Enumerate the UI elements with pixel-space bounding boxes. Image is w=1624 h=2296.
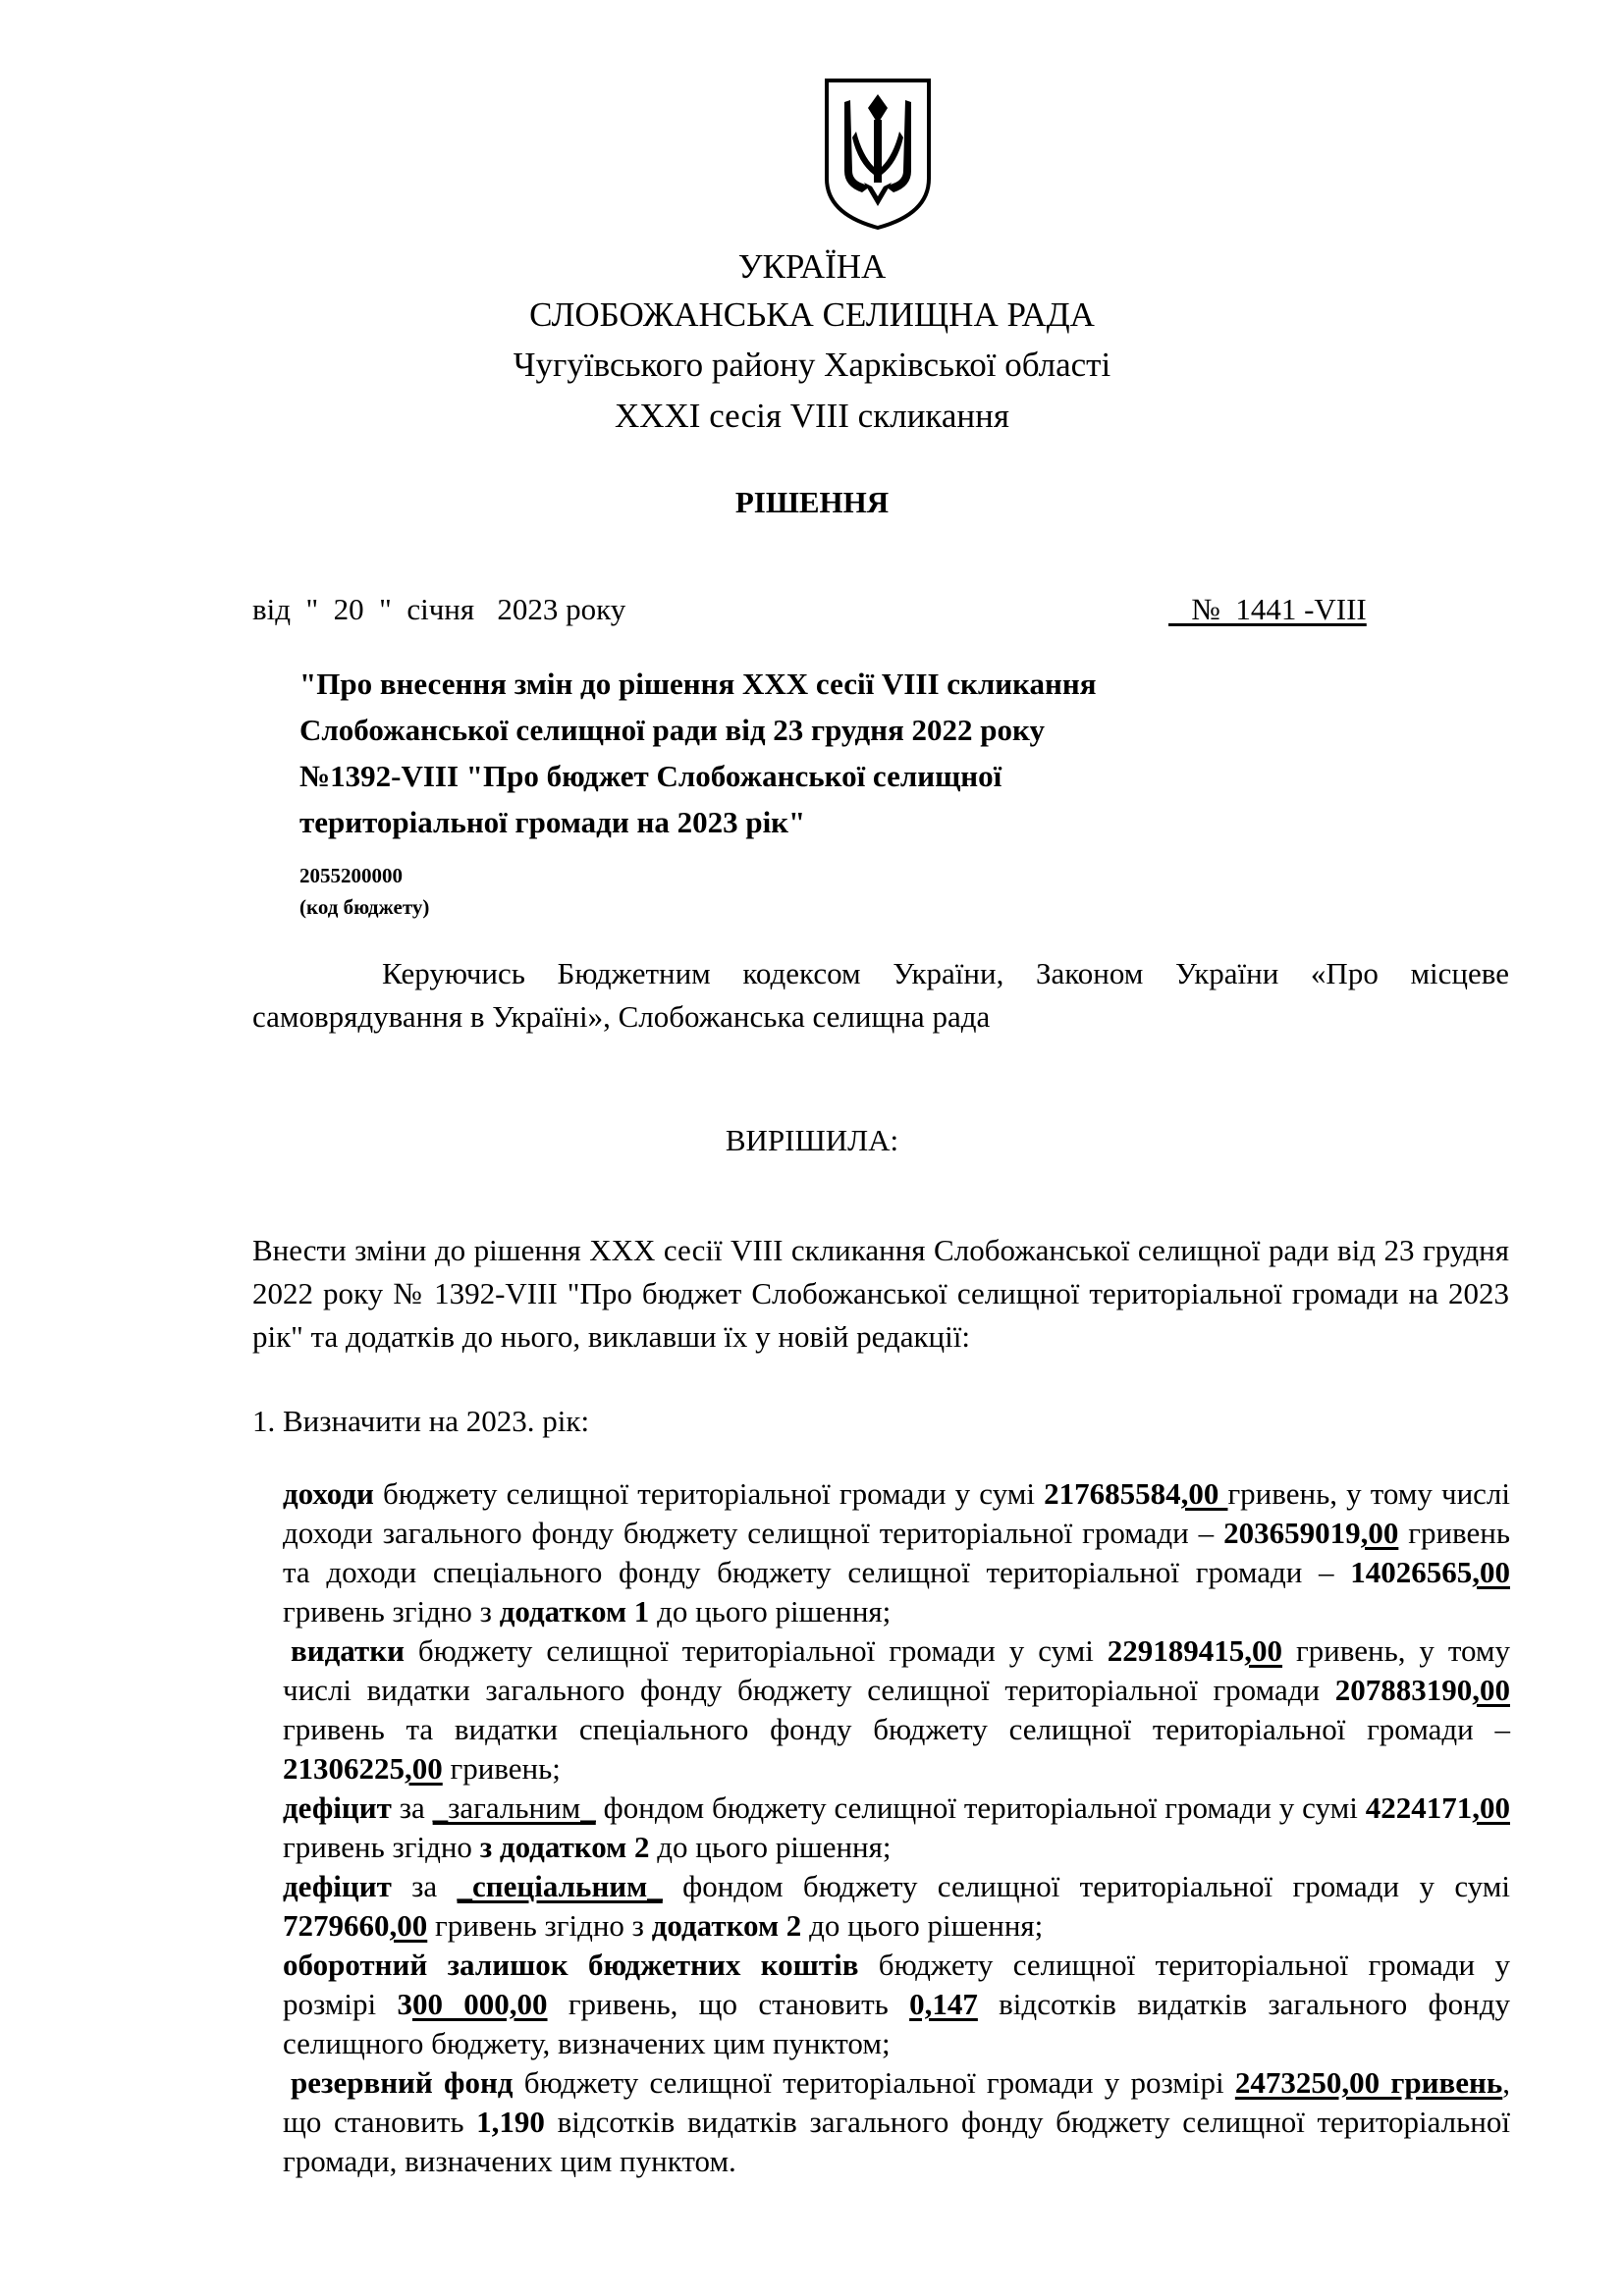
item-text: гривень та видатки спеціального фонду бюджету селищної територіальної громади –	[283, 1712, 1510, 1746]
item-text: до цього рішення;	[801, 1908, 1044, 1943]
item-text: бюджету селищної територіальної громади у сумі	[373, 1476, 1045, 1511]
income-special: 14026565	[1350, 1555, 1473, 1589]
decision-date: від " 20 " січня 2023 року	[252, 592, 626, 626]
point-1-heading: 1. Визначити на 2023. рік:	[252, 1404, 590, 1438]
item-text: гривень, що становить	[547, 1987, 910, 2021]
deficit-special-amount: 7279660	[283, 1908, 390, 1943]
subject-line: №1392-VIII "Про бюджет Слобожанської селищної	[299, 759, 1002, 793]
item-keyword: дефіцит	[283, 1869, 392, 1903]
income-item	[283, 1474, 1510, 1631]
annex-reference: додатком 2	[651, 1908, 802, 1943]
income-general: 203659019	[1223, 1516, 1361, 1550]
session-name: XXXI сесія VIII скликання	[614, 397, 1009, 435]
district-name: Чугуївського району Харківської області	[513, 346, 1111, 384]
decision-number: № 1441 -VIII	[1168, 592, 1367, 626]
item-text: за	[391, 1869, 458, 1903]
annex-reference: додатком 1	[499, 1594, 650, 1629]
item-text: бюджету селищної територіальної громади у розмірі	[513, 2065, 1235, 2100]
expenses-special-decimals: ,00	[405, 1751, 443, 1786]
item-text: , що становить	[283, 2065, 1511, 2139]
item-keyword: дефіцит	[283, 1790, 392, 1825]
working-balance-percent: 0,147	[909, 1987, 978, 2021]
budget-code: 2055200000	[299, 864, 403, 887]
item-text: відсотків видатків загального фонду селищного бюджету, визначених цим пунктом;	[283, 1987, 1510, 2060]
fund-type: _загальним_	[432, 1790, 596, 1825]
item-text: до цього рішення;	[649, 1830, 892, 1864]
reserve-fund-item	[283, 2063, 1510, 2181]
item-keyword: доходи	[283, 1476, 374, 1511]
subject-line: "Про внесення змін до рішення ХХХ сесії VIII скликання	[299, 667, 1097, 701]
annex-reference: з додатком 2	[479, 1830, 650, 1864]
item-text: за	[391, 1790, 433, 1825]
deficit-general-amount: 4224171	[1365, 1790, 1473, 1825]
working-balance-amount: 3	[397, 1987, 412, 2021]
working-balance-amount-rest: 00 000,00	[411, 1987, 548, 2021]
reserve-fund-amount: 2473250,00 гривень	[1234, 2065, 1503, 2100]
item-text: гривень;	[442, 1751, 561, 1786]
deficit-general-decimals: ,00	[1472, 1790, 1510, 1825]
income-special-decimals: ,00	[1472, 1555, 1510, 1589]
income-total: 217685584	[1044, 1476, 1181, 1511]
item-text: гривень згідно з	[283, 1594, 500, 1629]
item-text: гривень згідно	[283, 1830, 480, 1864]
preamble-paragraph: Керуючись Бюджетним кодексом України, Законом України «Про місцеве самоврядування в Україні», Слобожанська селищна рада	[252, 956, 1509, 1034]
expenses-total-decimals: ,00	[1244, 1633, 1283, 1668]
decision-subject	[299, 661, 1183, 845]
expenses-special: 21306225	[283, 1751, 405, 1786]
item-keyword: оборотний залишок бюджетних коштів	[283, 1948, 859, 1982]
deficit-special-decimals: ,00	[389, 1908, 428, 1943]
item-text: відсотків видатків загального фонду бюджету селищної територіальної громади, визначених цим пунктом.	[283, 2105, 1510, 2178]
subject-line: Слобожанської селищної ради від 23 грудня 2022 року	[299, 713, 1045, 747]
item-text: фондом бюджету селищної територіальної громади у сумі	[595, 1790, 1366, 1825]
changes-paragraph: Внести зміни до рішення ХХХ сесії VIII скликання Слобожанської селищної ради від 23 грудня 2022 року № 1392-VIII "Про бюджет Слобожанської селищної територіальної громади на 2023 рік" та додатків до нього, виклавши їх у новій редакції:	[252, 1233, 1509, 1354]
expenses-general-decimals: ,00	[1472, 1673, 1510, 1707]
working-balance-item	[283, 1946, 1510, 2063]
document-title: РІШЕННЯ	[734, 485, 890, 519]
decided-heading: ВИРІШИЛА:	[725, 1123, 899, 1157]
council-name: СЛОБОЖАНСЬКА СЕЛИЩНА РАДА	[529, 295, 1095, 334]
coat-of-arms-icon	[823, 77, 933, 232]
item-text: гривень, у тому числі видатки загального фонду бюджету селищної територіальної громади	[283, 1633, 1510, 1707]
country-name: УКРАЇНА	[737, 247, 887, 286]
item-keyword: резервний фонд	[291, 2065, 514, 2100]
reserve-fund-percent: 1,190	[476, 2105, 545, 2139]
expenses-item	[283, 1631, 1510, 1789]
income-general-decimals: ,00	[1360, 1516, 1399, 1550]
income-total-decimals: ,00	[1180, 1476, 1228, 1511]
item-text: бюджету селищної територіальної громади у сумі	[404, 1633, 1108, 1668]
item-text: гривень, у тому числі доходи загального фонду бюджету селищної територіальної громади –	[283, 1476, 1511, 1550]
expenses-total: 229189415	[1107, 1633, 1245, 1668]
deficit-general-item	[283, 1789, 1510, 1867]
item-text: бюджету селищної територіальної громади у розмірі	[283, 1948, 1510, 2021]
item-text: до цього рішення;	[649, 1594, 892, 1629]
deficit-special-item	[283, 1867, 1510, 1946]
budget-code-block	[299, 860, 429, 923]
item-text: гривень згідно з	[427, 1908, 652, 1943]
fund-type: _спеціальним_	[457, 1869, 663, 1903]
budget-items	[283, 1474, 1510, 2181]
subject-line: територіальної громади на 2023 рік"	[299, 805, 806, 839]
budget-code-label: (код бюджету)	[299, 895, 430, 919]
item-keyword: видатки	[291, 1633, 405, 1668]
item-text: фондом бюджету селищної територіальної громади у сумі	[662, 1869, 1510, 1903]
item-text: гривень та доходи спеціального фонду бюджету селищної територіальної громади –	[283, 1516, 1510, 1589]
expenses-general: 207883190	[1334, 1673, 1473, 1707]
